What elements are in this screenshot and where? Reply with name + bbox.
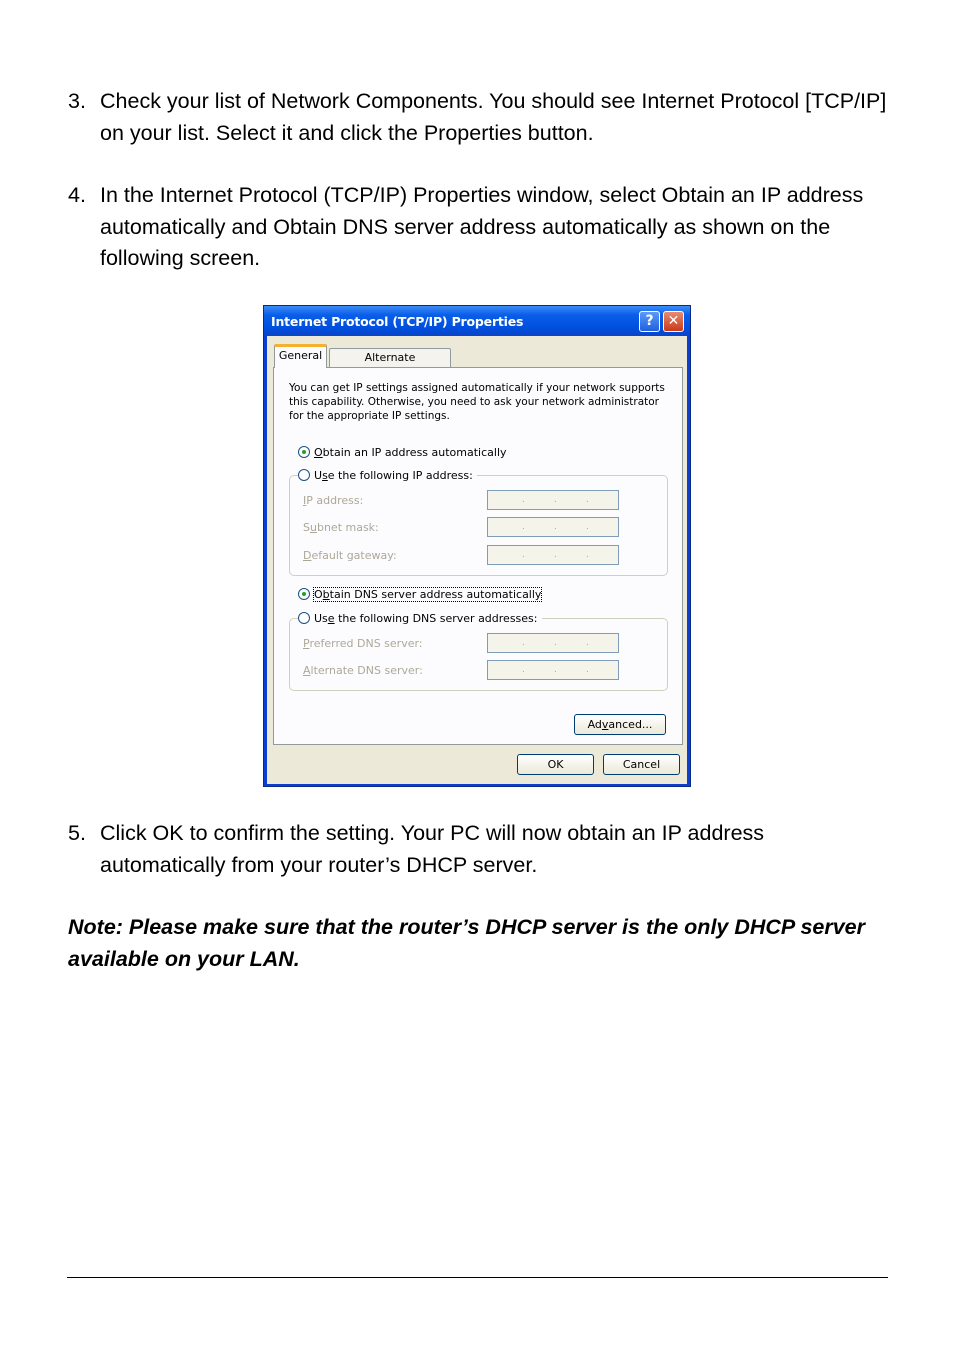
radio-label: U bbox=[314, 469, 323, 482]
note-text: Note: Please make sure that the router’s DHCP server is the only DHCP server available on your LAN. bbox=[68, 915, 866, 971]
default-gateway-input[interactable]: . . . bbox=[487, 545, 619, 565]
use-static-dns-radio[interactable] bbox=[298, 611, 542, 627]
radio-selected-icon bbox=[298, 588, 310, 600]
tab-general[interactable]: General bbox=[274, 344, 327, 368]
step-text: Click OK to confirm the setting. Your PC will now obtain an IP address automatically from your router’s DHCP server. bbox=[100, 821, 765, 877]
ip-address-label: IP address: bbox=[303, 494, 364, 507]
general-tab-panel bbox=[273, 367, 683, 745]
dialog-client-area bbox=[267, 336, 687, 784]
use-static-ip-radio[interactable] bbox=[298, 468, 477, 484]
step-text: Check your list of Network Components. You should see Internet Protocol [TCP/IP] on your list. Select it and click the Properties button. bbox=[100, 89, 887, 145]
default-gateway-label: Default gateway: bbox=[303, 549, 397, 562]
step-number: 5. bbox=[68, 821, 86, 845]
obtain-ip-auto-radio[interactable] bbox=[298, 445, 511, 461]
radio-label: btain an IP address automatically bbox=[322, 446, 507, 459]
alternate-dns-input[interactable]: . . . bbox=[487, 660, 619, 680]
preferred-dns-input[interactable]: . . . bbox=[487, 633, 619, 653]
close-button[interactable]: ✕ bbox=[663, 311, 684, 332]
step-3 bbox=[68, 86, 888, 149]
ok-button[interactable]: OK bbox=[517, 754, 594, 775]
radio-label: e the following IP address: bbox=[327, 469, 473, 482]
access-key: O bbox=[314, 446, 323, 459]
subnet-mask-label: Subnet mask: bbox=[303, 521, 379, 534]
access-key: s bbox=[322, 469, 328, 482]
tcpip-properties-dialog bbox=[263, 305, 691, 787]
preferred-dns-label: Preferred DNS server: bbox=[303, 637, 423, 650]
step-text: In the Internet Protocol (TCP/IP) Properties window, select Obtain an IP address automatically and Obtain DNS server address automatically as shown on the following screen. bbox=[100, 183, 864, 270]
step-number: 3. bbox=[68, 89, 86, 113]
focused-radio-label: Obtain DNS server address automatically bbox=[314, 588, 542, 601]
description-text: You can get IP settings assigned automatically if your network supports this capability. Otherwise, you need to ask your network administrator for the appropriate IP settings. bbox=[289, 382, 665, 422]
radio-label: the following DNS server addresses: bbox=[334, 612, 538, 625]
radio-label: Us bbox=[314, 612, 328, 625]
dialog-title: Internet Protocol (TCP/IP) Properties bbox=[271, 314, 524, 329]
title-bar[interactable] bbox=[264, 306, 690, 336]
radio-unselected-icon bbox=[298, 612, 310, 624]
alternate-dns-label: Alternate DNS server: bbox=[303, 664, 423, 677]
tab-alternate-configuration[interactable]: Alternate bbox=[329, 348, 451, 367]
step-5 bbox=[68, 818, 888, 881]
step-4 bbox=[68, 180, 888, 275]
step-number: 4. bbox=[68, 183, 86, 207]
help-button[interactable]: ? bbox=[639, 311, 660, 332]
access-key: e bbox=[327, 612, 335, 625]
footer-divider bbox=[67, 1277, 888, 1278]
cancel-button[interactable]: Cancel bbox=[603, 754, 680, 775]
subnet-mask-input[interactable]: . . . bbox=[487, 517, 619, 537]
radio-selected-icon bbox=[298, 446, 310, 458]
ip-address-input[interactable]: . . . bbox=[487, 490, 619, 510]
radio-unselected-icon bbox=[298, 469, 310, 481]
advanced-button[interactable]: Advanced... bbox=[574, 714, 666, 735]
obtain-dns-auto-radio[interactable] bbox=[298, 587, 545, 603]
static-dns-group bbox=[289, 618, 668, 691]
